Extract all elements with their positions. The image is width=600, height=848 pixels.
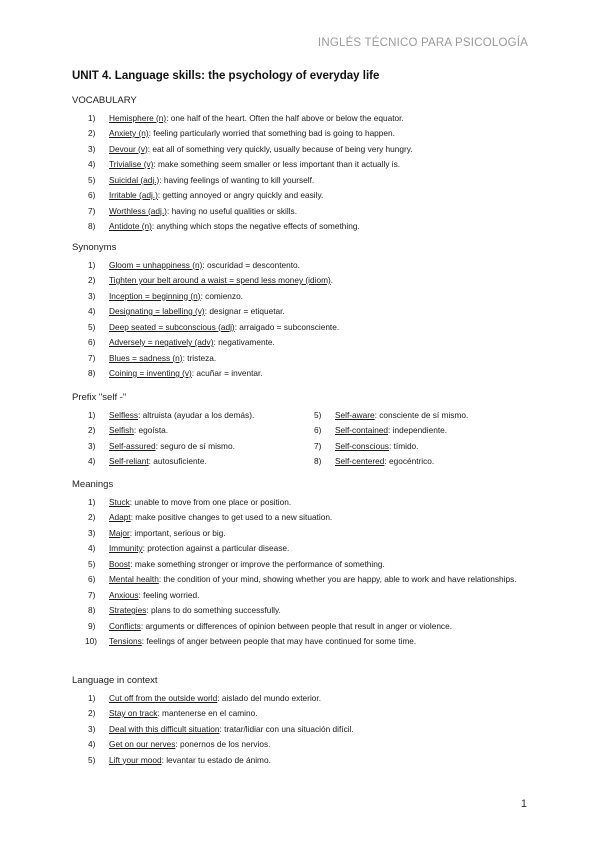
item-term: Self-reliant xyxy=(109,456,149,466)
item-number: 8) xyxy=(88,368,96,378)
item-number: 6) xyxy=(88,574,96,584)
item-number: 4) xyxy=(88,456,96,466)
item-number: 2) xyxy=(88,128,96,138)
synonyms-heading: Synonyms xyxy=(72,242,117,253)
item-term: Cut off from the outside world xyxy=(109,692,218,703)
item-definition: : arguments or differences of opinion between people that result in anger or violence. xyxy=(140,620,453,631)
item-term: Lift your mood xyxy=(109,754,162,765)
meanings-section xyxy=(72,477,528,650)
item-term: Gloom = unhappiness (n) xyxy=(109,259,203,270)
item-term: Self-centered xyxy=(335,456,385,466)
list-item xyxy=(72,454,300,470)
item-term: Trivialise (v) xyxy=(109,159,154,169)
item-number: 3) xyxy=(88,290,96,301)
list-item xyxy=(72,188,528,204)
item-definition: : make something seem smaller or less important than it actually is. xyxy=(153,159,401,169)
list-item xyxy=(72,335,528,351)
item-term: Blues = sadness (n) xyxy=(109,352,183,363)
item-definition: : feeling worried. xyxy=(138,589,200,600)
list-item xyxy=(72,706,528,722)
item-number: 4) xyxy=(88,159,96,169)
meanings-heading: Meanings xyxy=(72,479,114,490)
item-definition: : protection against a particular disease. xyxy=(142,543,290,553)
item-number: 7) xyxy=(314,440,322,451)
list-item xyxy=(300,454,528,470)
list-item xyxy=(72,173,528,189)
item-number: 8) xyxy=(88,221,96,231)
list-item xyxy=(72,588,528,604)
prefix-list-left xyxy=(72,408,300,470)
item-term: Tensions xyxy=(109,636,142,646)
item-definition: : one half of the heart. Often the half above or below the equator. xyxy=(166,112,404,123)
item-definition: : unable to move from one place or position. xyxy=(129,496,292,507)
item-term: Inception = beginning (n) xyxy=(109,290,201,301)
item-definition: : aislado del mundo exterior. xyxy=(217,692,322,703)
list-item xyxy=(72,219,528,235)
meanings-list xyxy=(72,495,528,650)
item-definition: : seguro de sí mismo. xyxy=(155,440,235,451)
item-term: Immunity xyxy=(109,543,143,553)
item-term: Boost xyxy=(109,558,131,569)
list-item xyxy=(72,258,528,274)
item-definition: : having no useful qualities or skills. xyxy=(166,205,298,216)
list-item xyxy=(72,572,528,588)
item-number: 8) xyxy=(314,456,322,466)
item-term: Tighten your belt around a waist = spend less money (idiom) xyxy=(109,275,331,285)
item-term: Adversely = negatively (adv) xyxy=(109,337,214,347)
item-term: Self-conscious xyxy=(335,440,389,451)
item-definition: : important, serious or big. xyxy=(129,527,226,538)
item-number: 4) xyxy=(88,543,96,553)
item-definition: : plans to do something successfully. xyxy=(146,605,281,615)
item-definition: : negativamente. xyxy=(213,337,275,347)
item-number: 5) xyxy=(314,409,322,420)
item-number: 1) xyxy=(88,692,96,703)
item-definition: : anything which stops the negative effects of something. xyxy=(151,221,360,231)
list-item xyxy=(72,423,300,439)
prefix-heading: Prefix "self -" xyxy=(72,392,127,403)
list-item xyxy=(72,408,300,424)
list-item xyxy=(72,541,528,557)
item-term: Devour (v) xyxy=(109,143,148,154)
list-item xyxy=(72,126,528,142)
synonyms-list xyxy=(72,258,528,382)
item-term: Adapt xyxy=(109,512,131,522)
list-item xyxy=(72,510,528,526)
item-term: Deal with this difficult situation xyxy=(109,723,220,734)
list-item xyxy=(300,423,528,439)
item-number: 2) xyxy=(88,425,96,435)
item-term: Self-aware xyxy=(335,409,375,420)
list-item xyxy=(72,526,528,542)
item-term: Deep seated = subconscious (adj) xyxy=(109,321,235,332)
list-item xyxy=(72,320,528,336)
item-definition: : consciente de sí mismo. xyxy=(374,409,469,420)
item-number: 2) xyxy=(88,512,96,522)
item-number: 6) xyxy=(88,337,96,347)
item-number: 1) xyxy=(88,496,96,507)
list-item xyxy=(72,691,528,707)
vocabulary-list xyxy=(72,111,528,235)
item-definition: : levantar tu estado de ánimo. xyxy=(161,754,271,765)
list-item xyxy=(72,351,528,367)
item-definition: : designar = etiquetar. xyxy=(204,306,285,316)
item-term: Self-contained xyxy=(335,425,389,435)
context-heading: Language in context xyxy=(72,675,158,686)
item-number: 7) xyxy=(88,352,96,363)
item-definition: : altruista (ayudar a los demás). xyxy=(138,409,255,420)
item-definition: : feelings of anger between people that may have continued for some time. xyxy=(141,636,417,646)
item-term: Worthless (adj.) xyxy=(109,205,167,216)
item-definition: : tristeza. xyxy=(182,352,217,363)
list-item xyxy=(72,603,528,619)
vocabulary-heading: VOCABULARY xyxy=(72,95,137,106)
item-definition: : arraigado = subconsciente. xyxy=(234,321,340,332)
item-number: 3) xyxy=(88,440,96,451)
item-definition: : independiente. xyxy=(388,425,448,435)
item-definition: : egoísta. xyxy=(133,425,169,435)
list-item xyxy=(72,439,300,455)
item-definition: : tímido. xyxy=(388,440,419,451)
item-definition: : feeling particularly worried that something bad is going to happen. xyxy=(148,128,395,138)
list-item xyxy=(72,619,528,635)
item-term: Anxious xyxy=(109,589,139,600)
list-item xyxy=(72,157,528,173)
page-number: 1 xyxy=(520,798,527,810)
list-item xyxy=(72,753,528,769)
item-number: 5) xyxy=(88,321,96,332)
list-item xyxy=(300,439,528,455)
item-definition: : having feelings of wanting to kill yourself. xyxy=(159,174,315,185)
synonyms-section xyxy=(72,240,528,382)
item-term: Stay on track xyxy=(109,708,158,718)
item-term: Antidote (n) xyxy=(109,221,152,231)
item-number: 1) xyxy=(88,112,96,123)
item-definition: : make positive changes to get used to a new situation. xyxy=(130,512,333,522)
context-list xyxy=(72,691,528,769)
item-number: 8) xyxy=(88,605,96,615)
list-item xyxy=(72,204,528,220)
item-definition: : oscuridad = descontento. xyxy=(202,259,300,270)
item-term: Designating = labelling (v) xyxy=(109,306,205,316)
item-term: Major xyxy=(109,527,130,538)
item-number: 5) xyxy=(88,754,96,765)
prefix-section xyxy=(72,390,528,470)
item-definition: : eat all of something very quickly, usually because of being very hungry. xyxy=(147,143,413,154)
item-term: Suicidal (adj.) xyxy=(109,174,160,185)
list-item xyxy=(72,495,528,511)
context-section xyxy=(72,673,528,768)
item-term: Coining = inventing (v) xyxy=(109,368,192,378)
item-term: Selfish xyxy=(109,425,134,435)
item-definition: : acuñar = inventar. xyxy=(191,368,263,378)
item-definition: : ponernos de los nervios. xyxy=(175,739,271,749)
item-number: 5) xyxy=(88,174,96,185)
item-term: Selfless xyxy=(109,409,139,420)
item-definition: . xyxy=(330,275,334,285)
item-number: 10) xyxy=(85,636,97,646)
item-number: 4) xyxy=(88,306,96,316)
list-item xyxy=(72,557,528,573)
item-term: Stuck xyxy=(109,496,130,507)
item-number: 5) xyxy=(88,558,96,569)
item-number: 9) xyxy=(88,620,96,631)
item-number: 1) xyxy=(88,409,96,420)
item-term: Self-assured xyxy=(109,440,156,451)
item-number: 3) xyxy=(88,527,96,538)
item-number: 6) xyxy=(314,425,322,435)
list-item xyxy=(72,722,528,738)
list-item xyxy=(72,304,528,320)
item-definition: : mantenerse en el camino. xyxy=(157,708,258,718)
item-number: 3) xyxy=(88,143,96,154)
list-item xyxy=(72,273,528,289)
item-definition: : egocéntrico. xyxy=(384,456,435,466)
item-number: 7) xyxy=(88,589,96,600)
vocabulary-section xyxy=(72,93,528,235)
item-term: Get on our nerves xyxy=(109,739,176,749)
list-item xyxy=(72,634,528,650)
item-number: 4) xyxy=(88,739,96,749)
item-term: Conflicts xyxy=(109,620,141,631)
item-definition: : autosuficiente. xyxy=(148,456,207,466)
list-item xyxy=(72,737,528,753)
item-term: Hemisphere (n) xyxy=(109,112,167,123)
unit-title: UNIT 4. Language skills: the psychology of everyday life xyxy=(72,70,380,82)
item-definition: : tratar/lidiar con una situación difícil. xyxy=(219,723,354,734)
page-header: INGLÉS TÉCNICO PARA PSICOLOGÍA xyxy=(317,37,528,49)
item-definition: : comienzo. xyxy=(200,290,243,301)
item-number: 6) xyxy=(88,190,96,200)
item-number: 1) xyxy=(88,259,96,270)
item-definition: : make something stronger or improve the performance of something. xyxy=(130,558,385,569)
item-term: Irritable (adj.) xyxy=(109,190,158,200)
list-item xyxy=(72,142,528,158)
list-item xyxy=(72,111,528,127)
prefix-list-right xyxy=(300,408,528,470)
list-item xyxy=(300,408,528,424)
list-item xyxy=(72,289,528,305)
item-definition: : the condition of your mind, showing whether you are happy, able to work and have relationships. xyxy=(158,574,517,584)
item-number: 3) xyxy=(88,723,96,734)
item-term: Anxiety (n) xyxy=(109,128,149,138)
item-definition: : getting annoyed or angry quickly and easily. xyxy=(157,190,324,200)
item-number: 7) xyxy=(88,205,96,216)
item-term: Mental health xyxy=(109,574,159,584)
list-item xyxy=(72,366,528,382)
item-term: Strategies xyxy=(109,605,147,615)
item-number: 2) xyxy=(88,275,96,285)
item-number: 2) xyxy=(88,708,96,718)
